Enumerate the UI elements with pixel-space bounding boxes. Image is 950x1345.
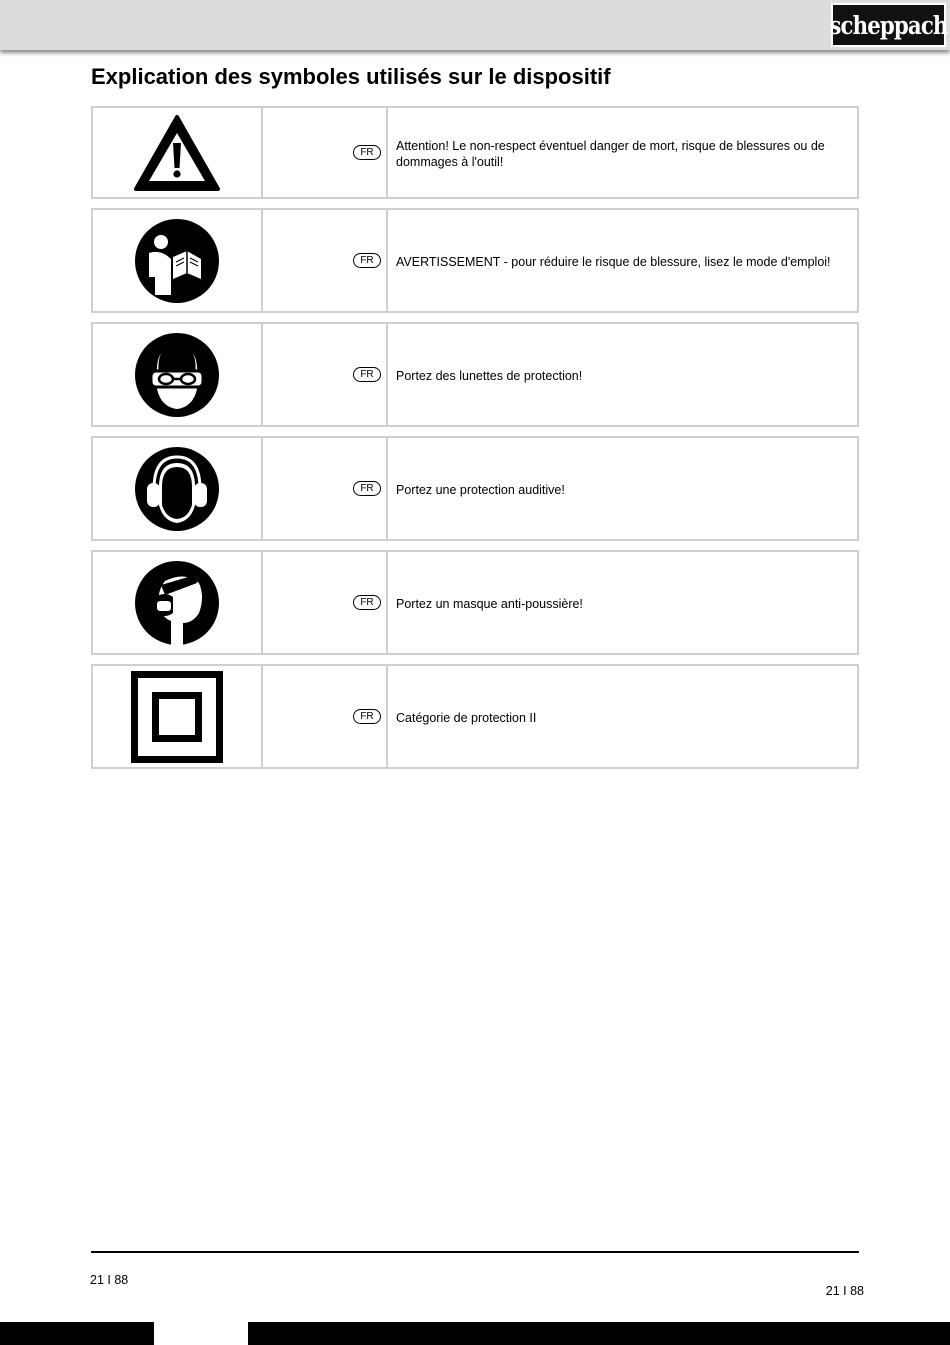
symbol-row-protection-class [91, 664, 859, 769]
symbol-icon-cell [93, 666, 263, 767]
symbol-icon-cell [93, 108, 263, 197]
language-badge: FR [353, 145, 381, 160]
symbol-icon-cell [93, 438, 263, 539]
symbol-description: Attention! Le non-respect éventuel danger de mort, risque de blessures ou de dommages à l'outil! [396, 139, 825, 169]
page-title: Explication des symboles utilisés sur le dispositif [91, 64, 611, 89]
brand-logo-text: scheppach [829, 10, 948, 40]
language-cell [263, 552, 388, 653]
language-badge: FR [353, 253, 381, 268]
language-cell [263, 438, 388, 539]
symbol-row-dust-mask [91, 550, 859, 655]
symbol-row-ear-protection [91, 436, 859, 541]
symbol-row-warning [91, 106, 859, 199]
language-badge: FR [353, 709, 381, 724]
language-cell [263, 666, 388, 767]
bottom-strip [248, 1322, 950, 1345]
symbol-icon-cell [93, 210, 263, 311]
language-badge: FR [353, 481, 381, 496]
dust-mask-icon [135, 561, 219, 645]
page-number: 21 I 88 [825, 1284, 864, 1298]
symbol-description: Portez des lunettes de protection! [396, 369, 583, 383]
ear-protection-icon [135, 447, 219, 531]
read-manual-icon [135, 219, 219, 303]
footer-rule [91, 1251, 859, 1253]
page-number: 21 I 88 [90, 1273, 129, 1287]
symbol-description: Portez un masque anti-poussière! [396, 597, 583, 611]
language-cell [263, 210, 388, 311]
symbol-row-manual [91, 208, 859, 313]
bottom-strip [0, 1322, 154, 1345]
header-bar [0, 0, 950, 50]
safety-goggles-icon [135, 333, 219, 417]
warning-triangle-icon [133, 113, 221, 193]
symbol-row-goggles [91, 322, 859, 427]
language-badge: FR [353, 595, 381, 610]
symbol-description: Catégorie de protection II [396, 711, 537, 725]
language-cell [263, 324, 388, 425]
language-cell [263, 108, 388, 197]
language-badge: FR [353, 367, 381, 382]
brand-logo [831, 3, 946, 47]
symbol-description: Portez une protection auditive! [396, 483, 565, 497]
symbol-description: AVERTISSEMENT - pour réduire le risque de blessure, lisez le mode d'emploi! [396, 255, 831, 269]
symbol-icon-cell [93, 552, 263, 653]
symbol-icon-cell [93, 324, 263, 425]
protection-class-ii-icon [131, 671, 223, 763]
